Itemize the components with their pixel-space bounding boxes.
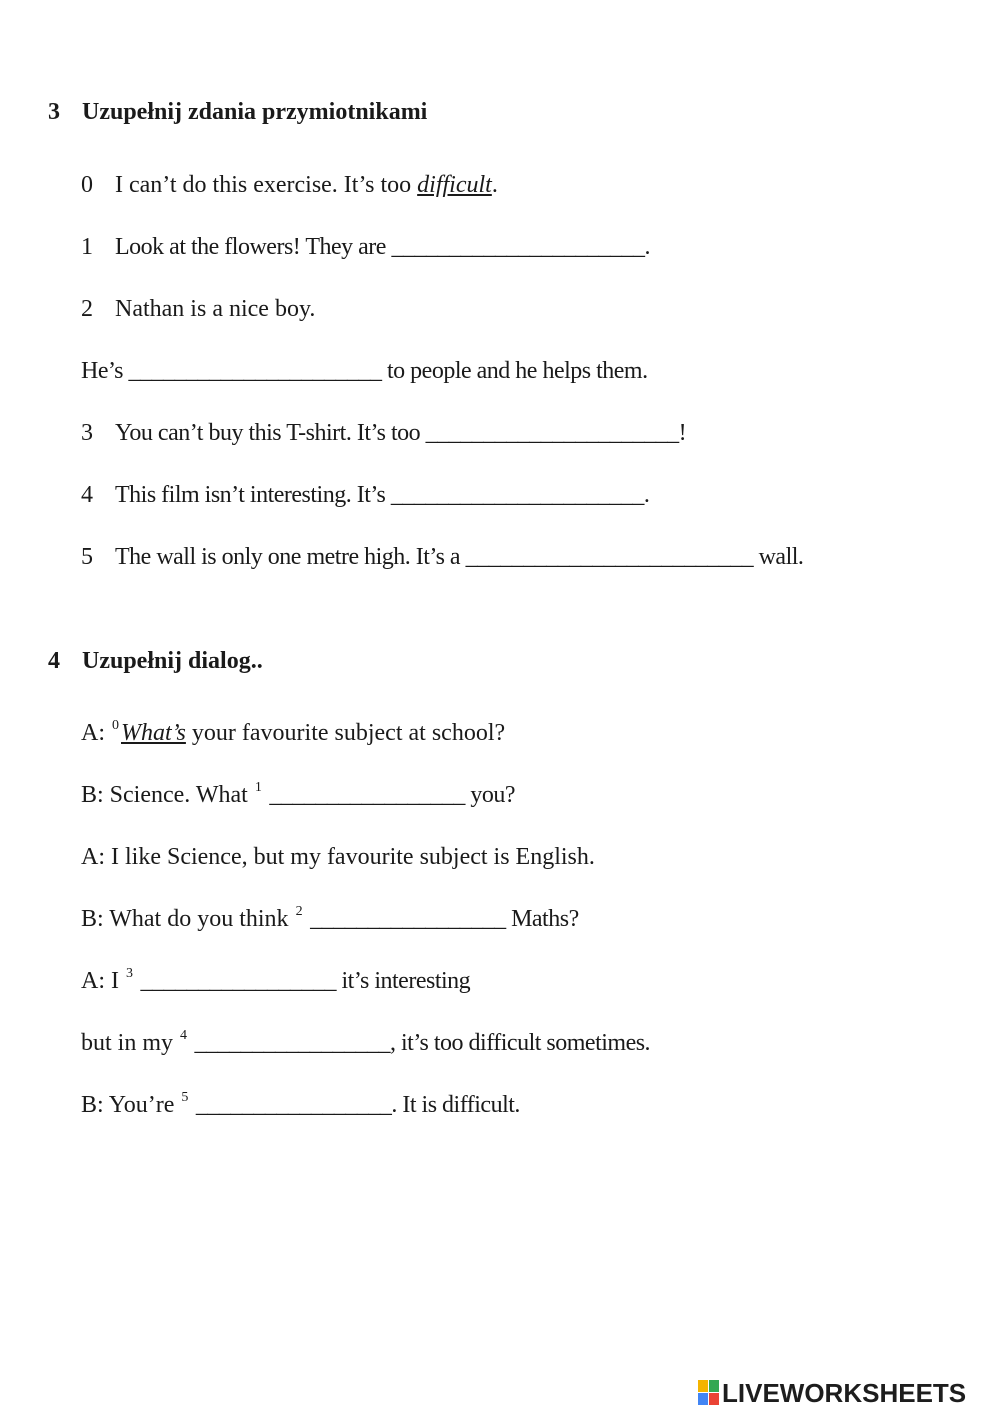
dialog-text: B: You’re xyxy=(81,1092,181,1118)
item-number: 0 xyxy=(81,172,93,198)
section-3-heading xyxy=(48,97,427,127)
section-3-title: Uzupełnij zdania przymiotnikami xyxy=(82,99,428,125)
item-text: Look at the flowers! They are ______________________. xyxy=(115,234,650,260)
logo-text: LIVEWORKSHEETS xyxy=(722,1377,967,1408)
gap-number: 1 xyxy=(254,780,262,795)
gap-number: 3 xyxy=(126,966,133,981)
dialog-text-end: _________________. It is difficult. xyxy=(190,1092,520,1118)
dialog-line-2 xyxy=(81,842,595,872)
item-text: You can’t buy this T-shirt. It’s too ______________________! xyxy=(115,420,687,446)
dialog-line-5 xyxy=(81,1028,650,1062)
dialog-text: A: I xyxy=(81,968,125,994)
dialog-line-1 xyxy=(81,780,515,814)
item-number: 1 xyxy=(81,234,93,260)
liveworksheets-logo xyxy=(698,1378,966,1408)
section-3-number: 3 xyxy=(48,99,60,125)
item-text: Nathan is a nice boy. xyxy=(115,296,316,322)
dialog-line-3 xyxy=(81,904,579,938)
exercise-item-1 xyxy=(81,232,650,262)
dialog-text: B: Science. What xyxy=(81,782,254,808)
gap-number: 4 xyxy=(180,1028,188,1043)
item-number: 3 xyxy=(81,420,93,446)
dialog-text-end: _________________, it’s too difficult sometimes. xyxy=(189,1030,651,1056)
exercise-item-0 xyxy=(81,170,498,200)
gap-number: 0 xyxy=(112,718,119,733)
section-4-title: Uzupełnij dialog.. xyxy=(82,648,263,674)
dialog-line-0 xyxy=(81,718,505,752)
dialog-line-6 xyxy=(81,1090,520,1124)
dialog-text-end: _________________ Maths? xyxy=(304,906,579,932)
exercise-item-5 xyxy=(81,542,803,572)
dialog-text-end: _________________ you? xyxy=(263,782,515,808)
dialog-text: A: xyxy=(81,720,111,746)
item-number: 5 xyxy=(81,544,93,570)
liveworksheets-logo-icon xyxy=(698,1380,720,1406)
item-text-end: . xyxy=(491,172,498,198)
gap-number: 2 xyxy=(295,904,303,919)
item-text: He’s ______________________ to people and he helps them. xyxy=(81,358,648,384)
item-number: 2 xyxy=(81,296,93,322)
dialog-text: B: What do you think xyxy=(81,906,295,932)
example-answer: What’s xyxy=(121,720,186,746)
dialog-text-end: your favourite subject at school? xyxy=(185,720,506,746)
dialog-text: A: I like Science, but my favourite subject is English. xyxy=(81,844,595,870)
item-text: This film isn’t interesting. It’s ______________________. xyxy=(115,482,650,508)
item-number: 4 xyxy=(81,482,93,508)
exercise-item-2 xyxy=(81,294,315,324)
item-text: The wall is only one metre high. It’s a _________________________ wall. xyxy=(115,544,804,570)
dialog-text: but in my xyxy=(81,1030,180,1056)
dialog-text-end: _________________ it’s interesting xyxy=(135,968,471,994)
exercise-item-2-continued xyxy=(81,356,648,386)
gap-number: 5 xyxy=(181,1090,189,1105)
example-answer: difficult xyxy=(417,172,492,198)
exercise-item-4 xyxy=(81,480,649,510)
section-4-number: 4 xyxy=(48,648,60,674)
dialog-line-4 xyxy=(81,966,470,1000)
exercise-item-3 xyxy=(81,418,686,448)
item-text: I can’t do this exercise. It’s too xyxy=(115,172,418,198)
section-4-heading xyxy=(48,646,263,676)
